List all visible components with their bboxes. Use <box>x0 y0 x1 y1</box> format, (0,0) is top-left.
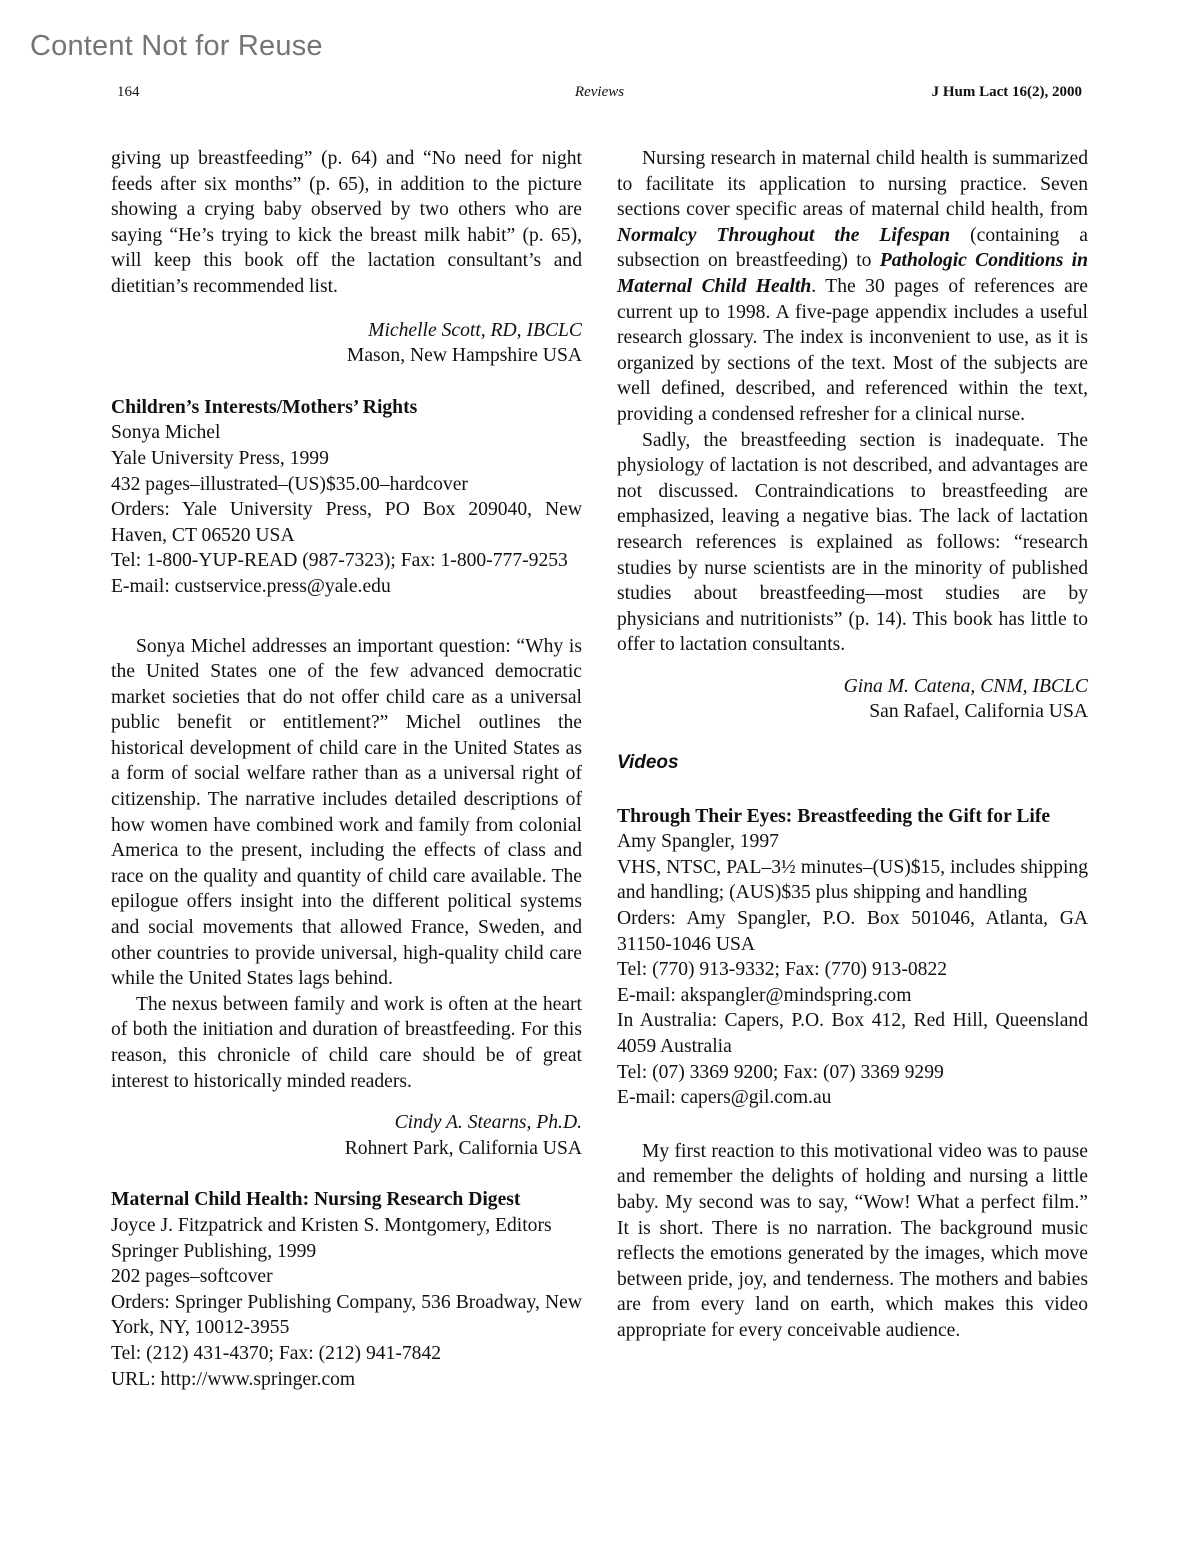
review-paragraph: Nursing research in maternal child health is summarized to facilitate its application to nursing practice. Seven sections cover specific areas of maternal child health, from Normalcy Throughout the Lifespan (containing a subsection on breastfeeding) to Pathologic Conditions in Maternal Child Health. The 30 pages of references are current up to 1998. A five-page appendix includes a useful research glossary. The index is inconvenient to use, as it is organized by sections of the text. Most of the subjects are well defined, described, and referenced within the text, providing a condensed refresher for a clinical nurse. <box>617 148 1088 425</box>
reviewer-name: Gina M. Catena, CNM, IBCLC <box>843 675 1088 697</box>
book-pages: 432 pages–illustrated–(US)$35.00–hardcover <box>111 473 468 495</box>
video-title: Through Their Eyes: Breastfeeding the Gift for Life <box>617 805 1051 827</box>
video-phone-australia: Tel: (07) 3369 9200; Fax: (07) 3369 9299 <box>617 1061 944 1083</box>
book-author: Sonya Michel <box>111 422 221 444</box>
continued-review-paragraph: giving up breastfeeding” (p. 64) and “No need for night feeds after six months” (p. 65), in addition to the picture showing a crying baby observed by two others who are saying “He’s trying to kick the breast milk habit” (p. 65), will keep this book off the lactation consultant’s and dietitian’s recommended list. <box>111 148 582 297</box>
book-pages: 202 pages–softcover <box>111 1266 273 1288</box>
video-orders: Orders: Amy Spangler, P.O. Box 501046, Atlanta, GA 31150-1046 USA <box>617 908 1088 955</box>
book-listing <box>111 1187 582 1392</box>
review-paragraph: The nexus between family and work is often at the heart of both the initiation and duration of breastfeeding. For this reason, this chronicle of child care should be of great interest to historically minded readers. <box>111 993 582 1092</box>
book-publisher: Yale University Press, 1999 <box>111 447 329 469</box>
running-head <box>117 84 1082 104</box>
video-orders-australia: In Australia: Capers, P.O. Box 412, Red Hill, Queensland 4059 Australia <box>617 1010 1088 1057</box>
book-url: URL: http://www.springer.com <box>111 1368 356 1390</box>
video-author: Amy Spangler, 1997 <box>617 831 779 853</box>
reviewer-location: Rohnert Park, California USA <box>344 1137 582 1159</box>
video-listing <box>617 804 1088 1111</box>
reviewer-name: Michelle Scott, RD, IBCLC <box>368 319 582 341</box>
reviewer-location: Mason, New Hampshire USA <box>346 345 582 367</box>
review-paragraph: Sadly, the breastfeeding section is inadequate. The physiology of lactation is not described, and advantages are not discussed. Contraindications to breastfeeding are emphasized, leaving a negative bias. The lack of lactation research references is explained as follows: “research studies by nurse scientists are in the minority of published studies about breastfeeding—most studies are by physicians and nutritionists” (p. 14). This book has little to offer to lactation consultants. <box>617 429 1088 656</box>
left-column <box>111 146 582 1392</box>
section-title-emphasis: Normalcy Throughout the Lifespan <box>617 224 951 246</box>
review-paragraph: Sonya Michel addresses an important question: “Why is the United States one of the few advanced democratic market societies that do not offer child care as a universal public benefit or entitlement?” Michel outlines the historical development of child care in the United States as a form of social welfare rather than as a universal right of citizenship. The narrative includes detailed descriptions of how women have combined work and family from colonial America to the present, including the effects of class and race on the quality and quantity of child care available. The epilogue offers insight into the different political systems and social movements that allowed France, Sweden, and other countries to provide universal, high-quality child care while the United States lags behind. <box>111 635 582 990</box>
book-author: Joyce J. Fitzpatrick and Kristen S. Montgomery, Editors <box>111 1214 552 1236</box>
book-orders: Orders: Springer Publishing Company, 536 Broadway, New York, NY, 10012-3955 <box>111 1291 582 1339</box>
reviewer-location: San Rafael, California USA <box>869 701 1088 723</box>
journal-citation: J Hum Lact 16(2), 2000 <box>931 84 1082 100</box>
video-email-australia: E-mail: capers@gil.com.au <box>617 1087 832 1109</box>
review-paragraph: My first reaction to this motivational video was to pause and remember the delights of holding and nursing a little baby. My second was to say, “Wow! What a perfect film.” It is short. There is no narration. The background music reflects the emotions generated by the images, which move between pride, joy, and tenderness. The mothers and babies are from every land on earth, which makes this video appropriate for every conceivable audience. <box>617 1140 1088 1341</box>
video-format: VHS, NTSC, PAL–3½ minutes–(US)$15, includes shipping and handling; (AUS)$35 plus shipping and handling <box>617 856 1088 904</box>
book-email: E-mail: custservice.press@yale.edu <box>111 575 391 597</box>
book-phone: Tel: 1-800-YUP-READ (987-7323); Fax: 1-800-777-9253 <box>111 550 568 572</box>
reviewer-signature <box>617 674 1088 725</box>
book-phone: Tel: (212) 431-4370; Fax: (212) 941-7842 <box>111 1342 442 1364</box>
reviewer-signature <box>111 1110 582 1161</box>
book-title: Maternal Child Health: Nursing Research Digest <box>111 1189 521 1211</box>
section-title-emphasis: Pathologic Conditions in Maternal Child Health <box>617 250 1088 297</box>
reviewer-name: Cindy A. Stearns, Ph.D. <box>394 1112 582 1134</box>
reviewer-signature <box>111 318 582 369</box>
section-name: Reviews <box>574 84 625 100</box>
book-title: Children’s Interests/Mothers’ Rights <box>111 396 418 418</box>
watermark: Content Not for Reuse <box>30 30 323 62</box>
video-phone: Tel: (770) 913-9332; Fax: (770) 913-0822 <box>617 959 948 981</box>
book-orders: Orders: Yale University Press, PO Box 209040, New Haven, CT 06520 USA <box>111 499 582 546</box>
video-email: E-mail: akspangler@mindspring.com <box>617 984 912 1006</box>
right-column <box>617 146 1088 1344</box>
page-number: 164 <box>117 84 140 100</box>
section-heading-videos: Videos <box>617 752 679 774</box>
book-listing <box>111 395 582 600</box>
book-publisher: Springer Publishing, 1999 <box>111 1240 317 1262</box>
